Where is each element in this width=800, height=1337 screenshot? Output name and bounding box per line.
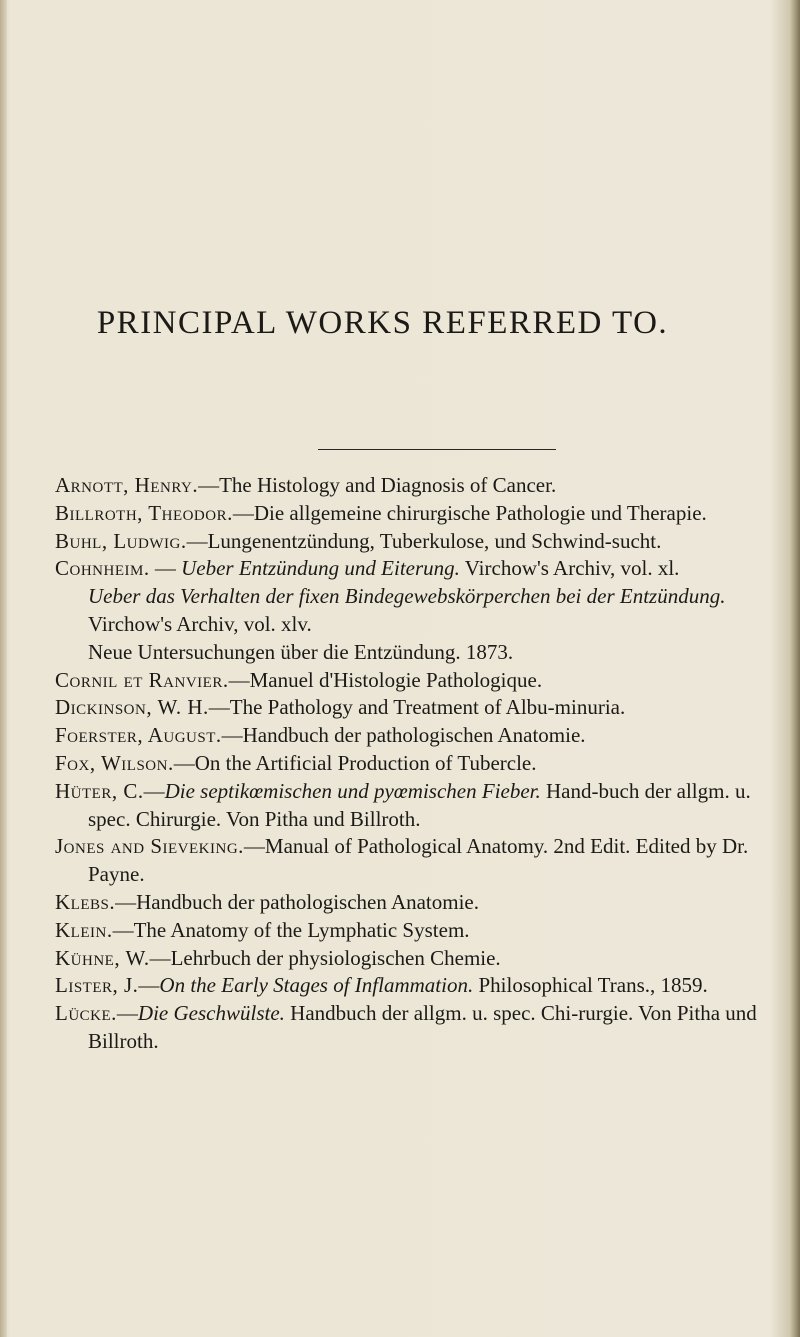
entry-text: —Manual of Pathological Anatomy. 2nd Edit. Edited by Dr. Payne. [88, 834, 749, 887]
entry-text: —The Pathology and Treatment of Albu-minuria. [208, 695, 626, 720]
page-right-edge [790, 0, 800, 1337]
entry-text: —Handbuch der pathologischen Anatomie. [221, 723, 586, 748]
page-title: PRINCIPAL WORKS REFERRED TO. [96, 305, 669, 341]
entry-separator: — [149, 556, 182, 581]
entry-text: Philosophical Trans., 1859. [473, 973, 708, 998]
reference-entry [55, 722, 770, 750]
reference-entry [55, 917, 770, 945]
entry-italic-title: Ueber Entzündung und Eiterung. [181, 556, 460, 581]
reference-entry [55, 778, 770, 834]
reference-entry [55, 667, 770, 695]
entry-author: Lücke. [55, 1001, 117, 1026]
entry-text: —On the Artificial Production of Tubercle. [173, 750, 537, 775]
entry-text: Hand-buch der allgm. u. spec. Chirurgie. Von Pitha und Billroth. [88, 778, 751, 831]
entry-text: Virchow's Archiv, vol. xlv. [88, 611, 312, 636]
entry-text: —Lungenentzündung, Tuberkulose, und Schwind-sucht. [186, 528, 662, 553]
reference-entry [55, 500, 770, 528]
entry-author: Arnott, Henry. [55, 473, 199, 497]
entry-author: Fox, Wilson. [55, 750, 174, 775]
reference-entry [55, 750, 770, 778]
entry-author: Kühne, W. [55, 945, 150, 970]
entry-separator: — [143, 778, 165, 803]
entry-author: Cohnheim. [55, 556, 150, 581]
title-divider [318, 449, 556, 450]
entry-author: Foerster, August. [55, 723, 222, 748]
reference-entry [55, 945, 770, 973]
reference-entry [55, 528, 770, 556]
reference-entry [55, 694, 770, 722]
entry-author: Dickinson, W. H. [55, 695, 209, 720]
entry-italic-title: Die septikœmischen und pyœmischen Fieber. [164, 778, 541, 803]
entry-italic-title: Die Geschwülste. [137, 1001, 285, 1026]
entry-author: Lister, J. [55, 973, 139, 998]
entry-text: —Handbuch der pathologischen Anatomie. [115, 889, 480, 914]
entry-text: —The Histology and Diagnosis of Cancer. [198, 473, 557, 497]
entry-text: —Manuel d'Histologie Pathologique. [228, 667, 543, 692]
entry-author: Klebs. [55, 889, 116, 914]
reference-entry [55, 555, 770, 583]
entry-author: Buhl, Ludwig. [55, 528, 187, 553]
reference-entry [55, 889, 770, 917]
entry-text: Handbuch der allgm. u. spec. Chi-rurgie. Von Pitha und Billroth. [88, 1001, 757, 1053]
entry-text: Neue Untersuchungen über die Entzündung. 1873. [88, 639, 514, 664]
entry-text: Virchow's Archiv, vol. xl. [459, 556, 680, 581]
entry-author: Billroth, Theodor. [55, 500, 233, 525]
reference-entry [55, 583, 770, 639]
reference-entry [55, 472, 770, 500]
entry-author: Klein. [55, 917, 113, 942]
entry-separator: — [138, 973, 160, 998]
page-left-edge [0, 0, 7, 1337]
entry-italic-title: On the Early Stages of Inflammation. [159, 973, 474, 998]
entry-author: Cornil et Ranvier. [55, 667, 229, 692]
reference-entry [55, 833, 770, 889]
reference-list [55, 472, 770, 1056]
entry-separator: — [116, 1001, 138, 1026]
entry-author: Jones and Sieveking. [55, 834, 244, 859]
reference-entry [55, 1000, 770, 1056]
entry-italic-title: Ueber das Verhalten der fixen Bindegewebskörperchen bei der Entzündung. [88, 584, 726, 609]
entry-author: Hüter, C. [55, 778, 144, 803]
reference-entry [55, 639, 770, 667]
entry-text: —The Anatomy of the Lymphatic System. [112, 917, 470, 942]
entry-text: —Die allgemeine chirurgische Pathologie und Therapie. [232, 500, 707, 525]
entry-text: —Lehrbuch der physiologischen Chemie. [149, 945, 501, 970]
reference-entry [55, 972, 770, 1000]
